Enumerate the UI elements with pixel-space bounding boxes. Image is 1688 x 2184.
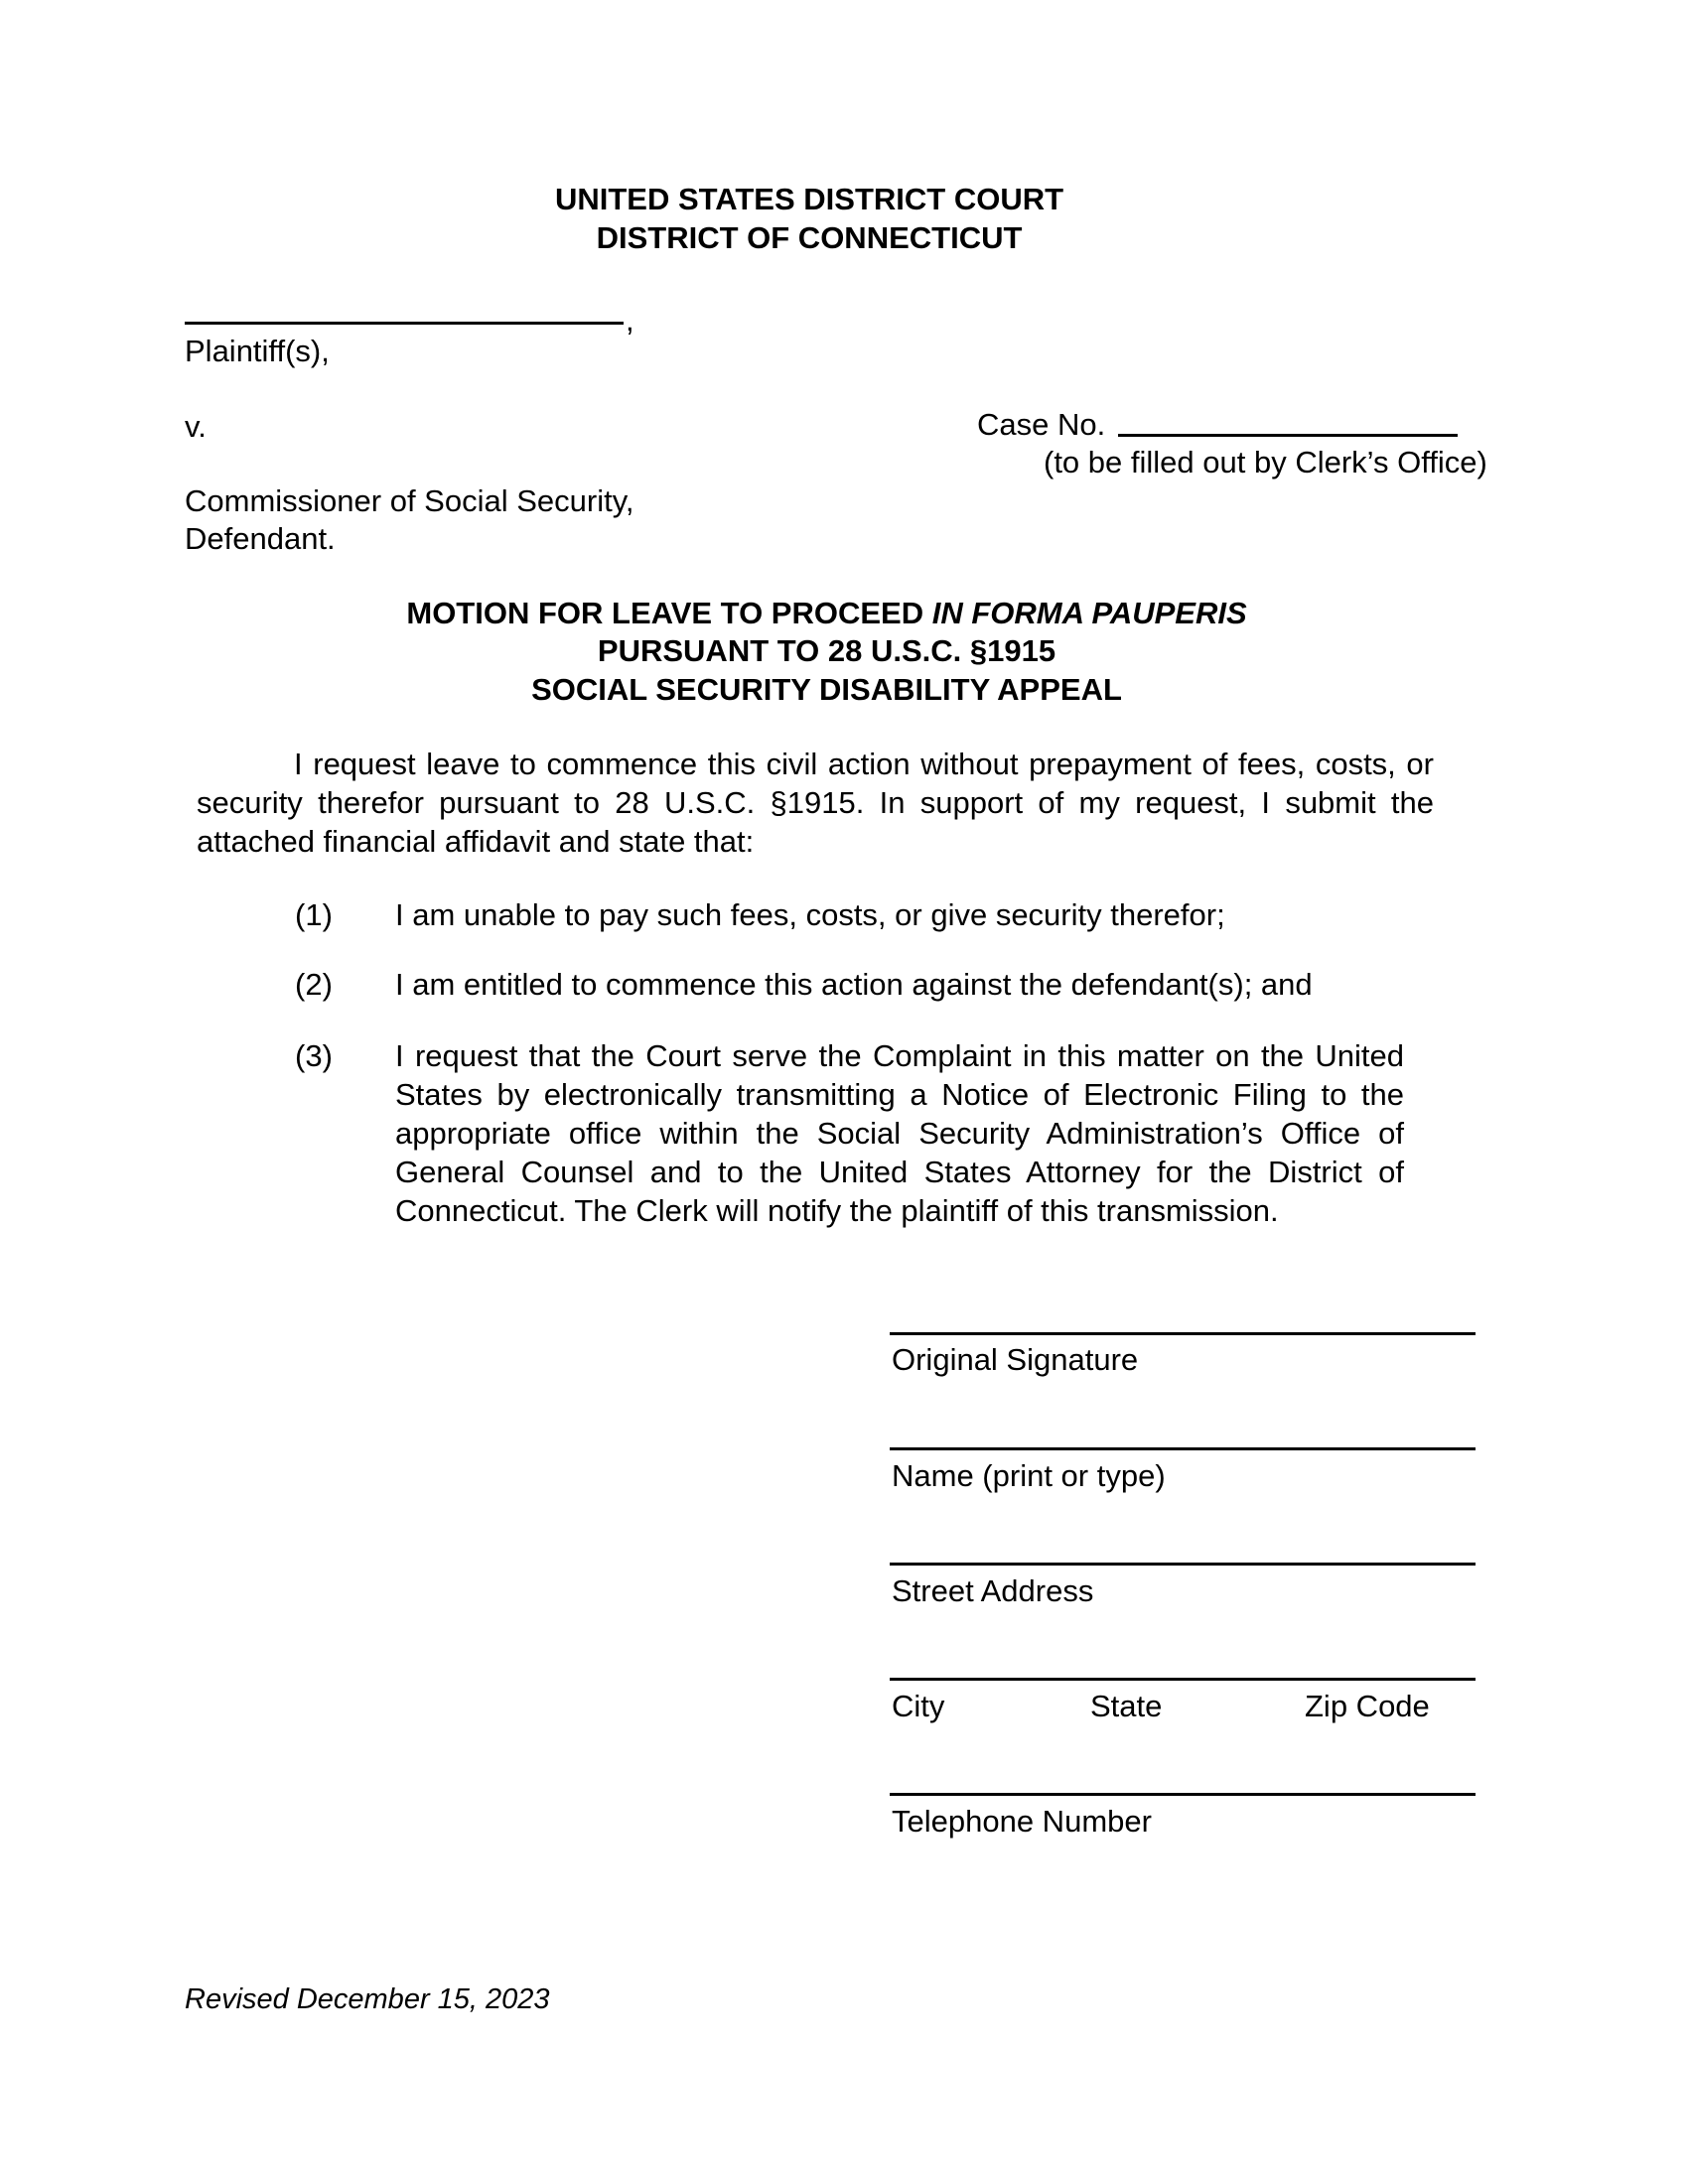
item-text-1: I am unable to pay such fees, costs, or give security therefor; (395, 897, 1225, 932)
motion-title-line1 (0, 594, 1653, 632)
item-number-3: (3) (295, 1038, 333, 1073)
telephone-label: Telephone Number (892, 1804, 1152, 1839)
motion-title-line3: SOCIAL SECURITY DISABILITY APPEAL (531, 672, 1122, 707)
street-address-line[interactable] (890, 1563, 1476, 1566)
motion-title-italic: IN FORMA PAUPERIS (931, 596, 1247, 630)
plaintiff-comma: , (626, 303, 634, 338)
item-number-2: (2) (295, 967, 333, 1002)
clerk-note: (to be filled out by Clerk’s Office) (1044, 445, 1487, 479)
item-text-2: I am entitled to commence this action against the defendant(s); and (395, 967, 1313, 1002)
city-label: City (892, 1689, 945, 1723)
defendant-label: Defendant. (185, 521, 336, 556)
court-name: UNITED STATES DISTRICT COURT (554, 182, 1064, 216)
city-state-zip-line[interactable] (890, 1678, 1476, 1681)
intro-paragraph-text: I request leave to commence this civil action without prepayment of fees, costs, or security therefor pursuant to 28 U.S.C. §1915. In support of my request, I submit the attached financial affidavit and state that: (197, 747, 1434, 859)
motion-title-line2: PURSUANT TO 28 U.S.C. §1915 (597, 633, 1056, 668)
revised-date: Revised December 15, 2023 (185, 1983, 550, 2015)
intro-paragraph (197, 745, 1434, 861)
case-number-line[interactable] (1118, 434, 1458, 437)
street-address-label: Street Address (892, 1573, 1094, 1608)
case-no-label: Case No. (977, 407, 1106, 442)
telephone-line[interactable] (890, 1793, 1476, 1796)
plaintiff-name-line[interactable] (185, 322, 624, 325)
zip-code-label: Zip Code (1305, 1689, 1430, 1723)
defendant-name: Commissioner of Social Security, (185, 483, 634, 518)
versus-label: v. (185, 409, 207, 444)
plaintiff-label: Plaintiff(s), (185, 334, 330, 368)
motion-title-prefix: MOTION FOR LEAVE TO PROCEED (406, 596, 932, 630)
name-line[interactable] (890, 1447, 1476, 1450)
item-text-3: I request that the Court serve the Complaint in this matter on the United States by electronically transmitting a Notice of Electronic Filing to the appropriate office within the Social Security Administration’s Office of General Counsel and to the United States Attorney for the District of Connecticut. The Clerk will notify the plaintiff of this transmission. (395, 1038, 1404, 1228)
name-label: Name (print or type) (892, 1458, 1166, 1493)
item-number-1: (1) (295, 897, 333, 932)
court-district: DISTRICT OF CONNECTICUT (596, 220, 1023, 255)
original-signature-line[interactable] (890, 1332, 1476, 1335)
state-label: State (1090, 1689, 1163, 1723)
original-signature-label: Original Signature (892, 1342, 1139, 1377)
